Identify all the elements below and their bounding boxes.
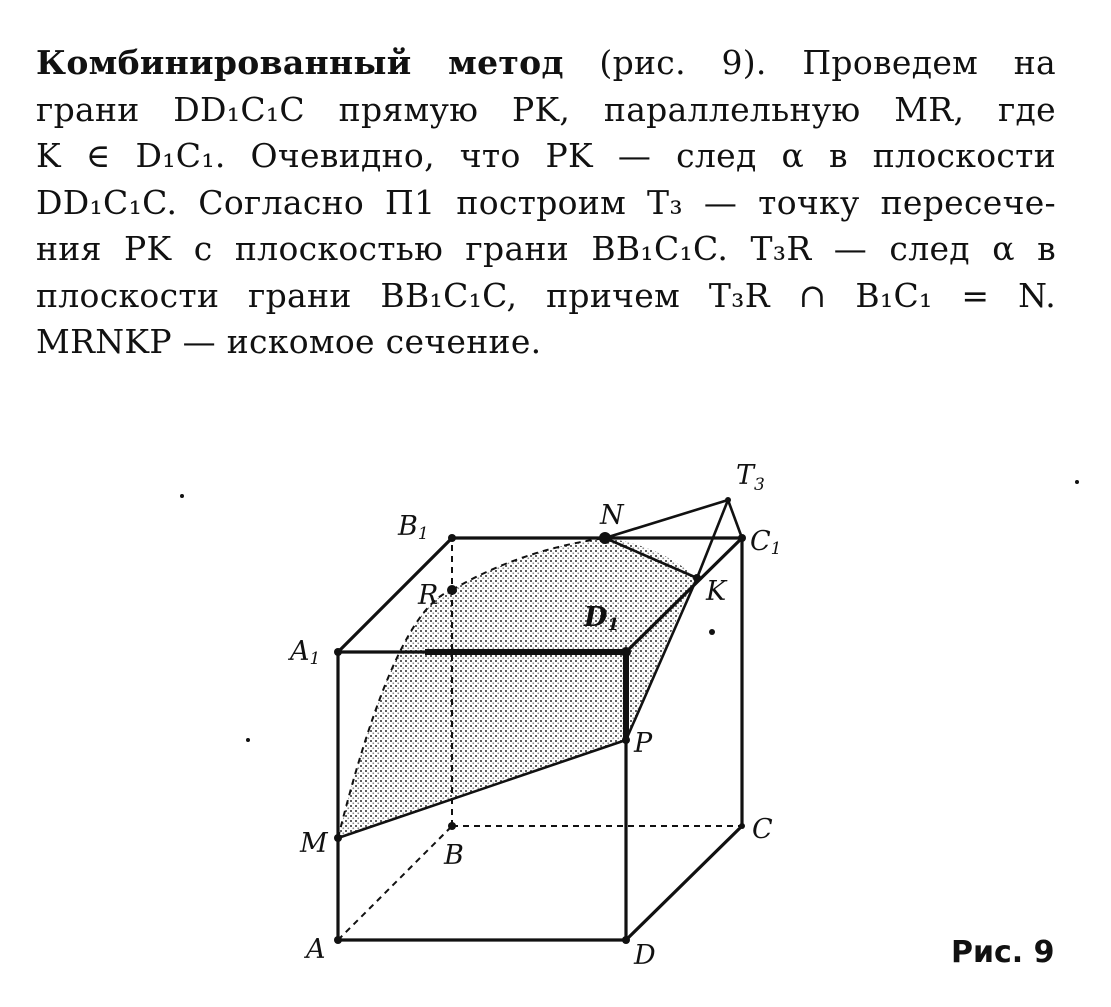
section-polygon [338,538,697,838]
label-C: C [752,814,773,845]
edge-AB-hidden [338,826,452,940]
text-line-5: ния PK с плоскостью грани BB₁C₁C. T₃R — след α в [36,229,1056,268]
text-line-6: плоскости грани BB₁C₁C, причем T₃R ∩ B₁C₁ = N. [36,275,1056,315]
label-K: K [706,576,727,607]
speck-3 [246,738,250,742]
point-P [622,736,630,744]
edge-DC [626,826,742,940]
speck-1 [709,629,715,635]
label-N: N [600,500,624,531]
point-B1 [448,534,456,542]
point-B [448,822,456,830]
label-A1: A1 [290,636,321,669]
method-heading: Комбинированный метод [36,43,564,82]
point-N [599,532,611,544]
label-P: P [634,728,653,759]
text-line-3: K ∈ D₁C₁. Очевидно, что PK — след α в плоскости [36,136,1056,175]
figure-caption: Рис. 9 [951,935,1055,970]
point-D1 [621,647,631,657]
speck-4 [1075,480,1079,484]
point-T3 [725,497,731,503]
label-B1: B1 [398,511,429,544]
text-line-7: MRNKP — искомое сечение. [36,322,542,361]
label-D1: D1 [584,602,620,635]
label-M: M [300,828,328,859]
text-line-2: грани DD₁C₁C прямую PK, параллельную MR, где [36,89,1056,129]
point-C1 [738,534,746,542]
text-line-4: DD₁C₁C. Согласно П1 построим T₃ — точку пересече- [36,182,1056,222]
label-R: R [418,580,439,611]
label-D: D [634,940,656,971]
point-M [334,834,342,842]
point-A [334,936,342,944]
point-C [739,823,745,829]
label-C1: C1 [750,526,782,559]
trace-C1-T3 [728,500,742,538]
speck-2 [180,494,184,498]
label-T3: $T_3$ [736,460,765,495]
text-line-1-rest: (рис. 9). Проведем на [563,43,1056,82]
point-D [622,936,630,944]
point-R [447,585,457,595]
label-A: A [306,934,326,965]
point-K [693,574,701,582]
label-B: B [444,840,464,871]
point-A1 [334,648,342,656]
